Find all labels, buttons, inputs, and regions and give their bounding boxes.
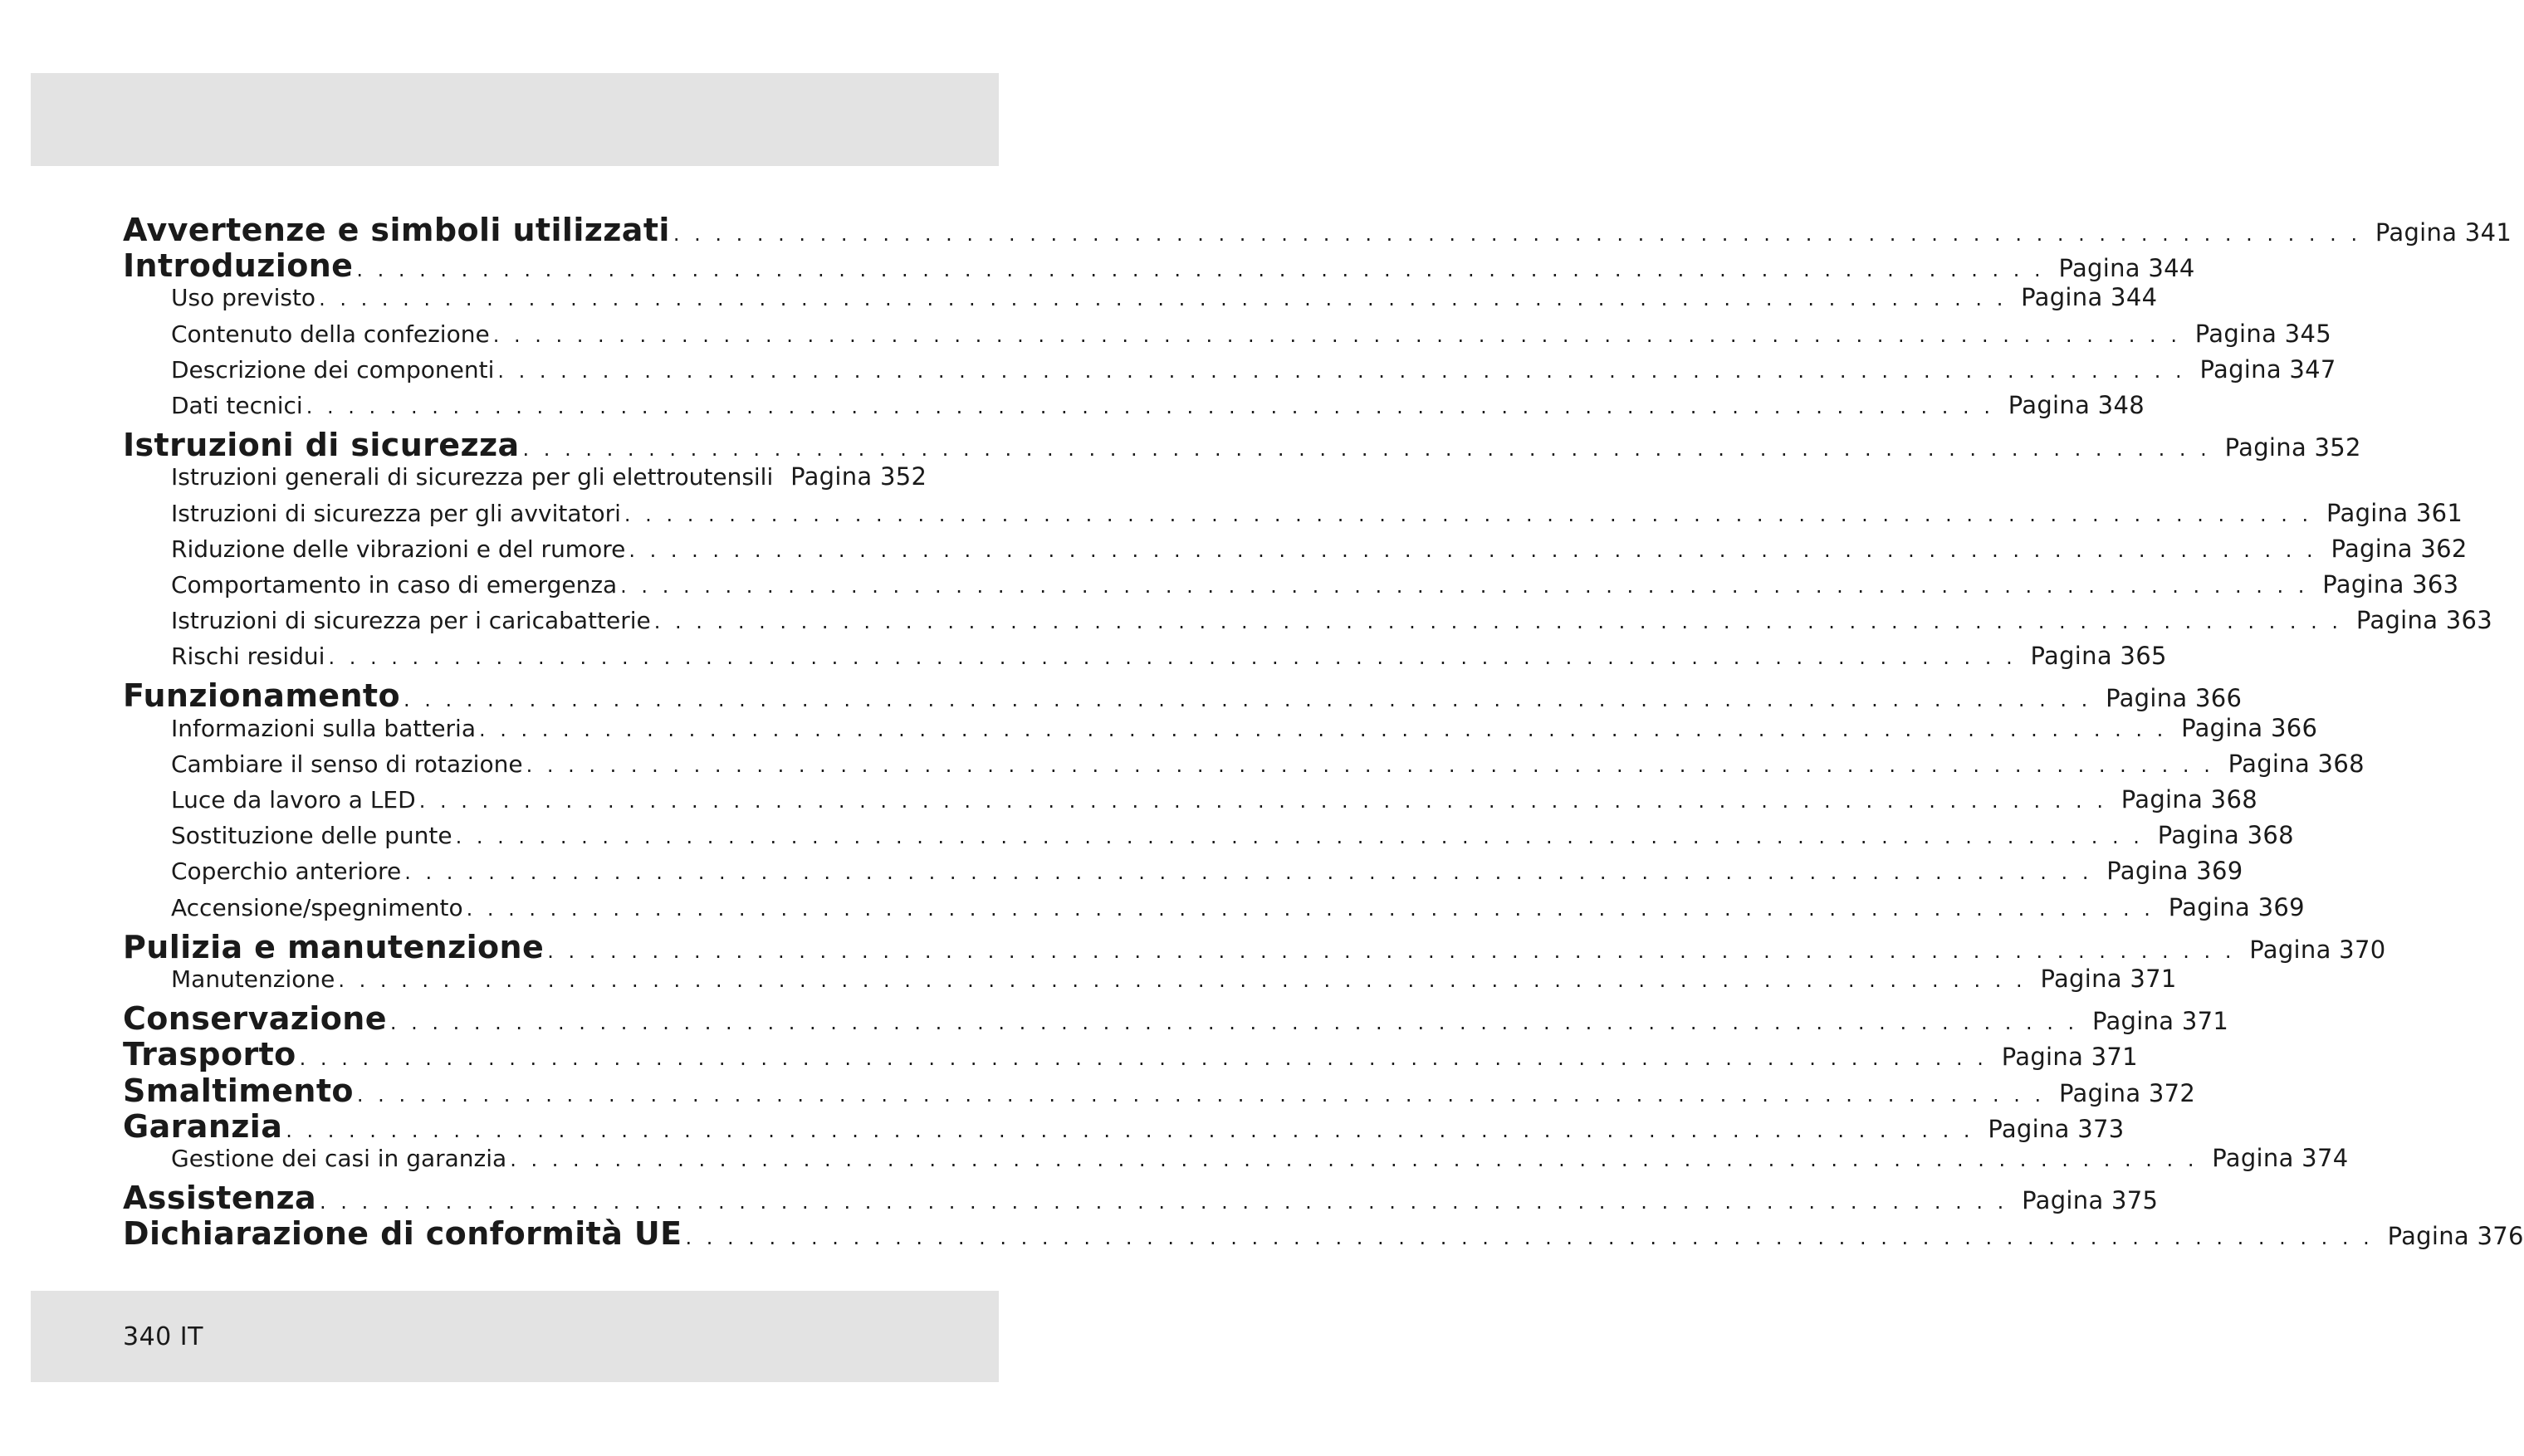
toc-entry[interactable] xyxy=(123,212,2512,248)
dot-leader xyxy=(320,1190,2008,1214)
toc-entry-page: Pagina 361 xyxy=(2326,498,2463,527)
toc-entry[interactable] xyxy=(123,677,2243,715)
toc-subentry[interactable] xyxy=(123,964,2177,1000)
toc-entry-title: Istruzioni di sicurezza per i caricabatterie xyxy=(171,607,651,635)
dot-leader xyxy=(357,1083,2045,1107)
toc-subentry[interactable] xyxy=(123,785,2257,821)
toc-entry[interactable] xyxy=(123,247,2195,285)
toc-entry-page: Pagina 366 xyxy=(2181,713,2318,742)
dot-leader xyxy=(390,1011,2078,1034)
dot-leader xyxy=(467,897,2155,921)
dot-leader xyxy=(319,287,2007,310)
toc-entry-page: Pagina 368 xyxy=(2228,749,2365,778)
toc-entry-page: Pagina 363 xyxy=(2322,569,2459,599)
toc-entry-title: Avvertenze e simboli utilizzati xyxy=(123,212,670,248)
toc-entry-page: Pagina 344 xyxy=(2021,283,2158,312)
toc-subentry[interactable] xyxy=(123,857,2243,892)
toc-entry-page: Pagina 341 xyxy=(2375,218,2512,247)
toc-entry-page: Pagina 370 xyxy=(2249,935,2386,964)
toc-entry-page: Pagina 372 xyxy=(2059,1078,2196,1107)
toc-entry[interactable] xyxy=(123,1000,2229,1038)
toc-entry-title: Contenuto della confezione xyxy=(171,320,490,348)
toc-entry-page: Pagina 375 xyxy=(2022,1186,2159,1215)
toc-subentry[interactable] xyxy=(123,749,2365,785)
toc-entry-title: Trasporto xyxy=(123,1036,296,1073)
toc-entry-title: Comportamento in caso di emergenza xyxy=(171,570,618,599)
toc-entry-page: Pagina 368 xyxy=(2157,821,2294,850)
toc-entry-title: Dichiarazione di conformità UE xyxy=(123,1215,682,1253)
dot-leader xyxy=(286,1119,1974,1142)
toc-entry-title: Istruzioni di sicurezza per gli avvitatori xyxy=(171,499,621,527)
dot-leader xyxy=(523,437,2211,461)
toc-entry-page: Pagina 369 xyxy=(2106,857,2243,886)
toc-entry-title: Dati tecnici xyxy=(171,391,303,419)
header-band xyxy=(31,73,999,166)
toc-entry-title: Accensione/spegnimento xyxy=(171,893,463,921)
dot-leader xyxy=(328,646,2016,669)
dot-leader xyxy=(654,610,2342,633)
toc-subentry[interactable] xyxy=(123,534,2468,570)
toc-entry-page: Pagina 376 xyxy=(2387,1222,2524,1251)
dot-leader xyxy=(300,1047,1988,1070)
toc-entry-title: Coperchio anteriore xyxy=(171,857,402,886)
toc-entry[interactable] xyxy=(123,1107,2125,1145)
toc-entry-title: Istruzioni di sicurezza xyxy=(123,427,520,464)
toc-entry-title: Gestione dei casi in garanzia xyxy=(171,1144,507,1172)
toc-subentry[interactable] xyxy=(123,1143,2349,1180)
dot-leader xyxy=(629,539,2316,562)
toc-entry[interactable] xyxy=(123,1180,2159,1217)
toc-subentry[interactable] xyxy=(123,821,2294,857)
toc-subentry[interactable] xyxy=(123,319,2331,355)
dot-leader xyxy=(547,940,2235,963)
toc-entry-title: Manutenzione xyxy=(171,965,335,993)
toc-subentry[interactable] xyxy=(123,354,2336,391)
toc-entry[interactable] xyxy=(123,1215,2524,1253)
dot-leader xyxy=(404,688,2091,711)
toc-entry-title: Rischi residui xyxy=(171,642,325,671)
toc-subentry[interactable] xyxy=(123,606,2493,642)
toc-entry-page: Pagina 365 xyxy=(2030,642,2167,671)
toc-entry-title: Informazioni sulla batteria xyxy=(171,714,476,742)
dot-leader xyxy=(624,503,2312,526)
dot-leader xyxy=(510,1148,2198,1171)
toc-entry-title: Luce da lavoro a LED xyxy=(171,786,416,814)
toc-entry-title: Cambiare il senso di rotazione xyxy=(171,750,523,778)
dot-leader xyxy=(526,754,2214,777)
toc-entry-page: Pagina 363 xyxy=(2355,606,2493,635)
table-of-contents xyxy=(123,212,2524,1253)
toc-entry-page: Pagina 348 xyxy=(2008,390,2145,419)
toc-entry-page: Pagina 369 xyxy=(2168,892,2305,921)
toc-entry-page: Pagina 344 xyxy=(2058,254,2195,283)
dot-leader xyxy=(493,324,2181,347)
toc-entry-page: Pagina 368 xyxy=(2120,785,2257,814)
toc-subentry[interactable] xyxy=(123,462,927,498)
dot-leader xyxy=(419,789,2107,813)
toc-subentry[interactable] xyxy=(123,569,2459,606)
toc-entry-page: Pagina 352 xyxy=(790,462,927,491)
dot-leader xyxy=(338,969,2026,992)
toc-entry-page: Pagina 347 xyxy=(2199,354,2336,384)
dot-leader xyxy=(356,258,2044,281)
toc-entry[interactable] xyxy=(123,1072,2196,1109)
toc-subentry[interactable] xyxy=(123,390,2145,427)
toc-subentry[interactable] xyxy=(123,283,2158,319)
toc-entry-page: Pagina 371 xyxy=(2091,1007,2229,1036)
toc-entry-title: Funzionamento xyxy=(123,677,401,715)
dot-leader xyxy=(306,395,1994,418)
toc-entry-title: Introduzione xyxy=(123,247,354,285)
toc-entry-page: Pagina 345 xyxy=(2194,319,2331,348)
toc-entry-page: Pagina 371 xyxy=(2001,1043,2138,1072)
toc-entry-page: Pagina 373 xyxy=(1988,1114,2125,1143)
toc-subentry[interactable] xyxy=(123,713,2318,750)
dot-leader xyxy=(479,718,2167,741)
toc-entry-title: Descrizione dei componenti xyxy=(171,355,495,384)
toc-subentry[interactable] xyxy=(123,892,2305,929)
toc-entry-title: Sostituzione delle punte xyxy=(171,822,452,850)
toc-entry-title: Conservazione xyxy=(123,1000,387,1038)
toc-entry-title: Garanzia xyxy=(123,1107,283,1145)
toc-subentry[interactable] xyxy=(123,498,2463,535)
toc-entry[interactable] xyxy=(123,427,2361,464)
toc-entry-title: Assistenza xyxy=(123,1180,317,1217)
dot-leader xyxy=(456,825,2144,848)
toc-subentry[interactable] xyxy=(123,642,2167,677)
toc-entry-page: Pagina 374 xyxy=(2212,1143,2349,1172)
toc-entry-title: Riduzione delle vibrazioni e del rumore xyxy=(171,535,626,563)
toc-entry-title: Smaltimento xyxy=(123,1072,354,1109)
toc-entry-title: Pulizia e manutenzione xyxy=(123,928,545,965)
toc-entry-page: Pagina 352 xyxy=(2224,433,2361,462)
toc-entry-page: Pagina 371 xyxy=(2040,964,2177,993)
dot-leader xyxy=(620,574,2308,598)
page-number: 340 IT xyxy=(123,1322,203,1351)
toc-entry-title: Istruzioni generali di sicurezza per gli elettroutensili xyxy=(171,463,774,491)
toc-entry-title: Uso previsto xyxy=(171,284,316,312)
toc-entry-page: Pagina 366 xyxy=(2106,684,2243,713)
dot-leader xyxy=(686,1226,2374,1249)
dot-leader xyxy=(673,222,2361,246)
toc-entry-page: Pagina 362 xyxy=(2331,534,2468,563)
toc-entry[interactable] xyxy=(123,928,2386,965)
dot-leader xyxy=(497,359,2185,383)
dot-leader xyxy=(404,861,2092,884)
toc-entry[interactable] xyxy=(123,1036,2138,1073)
